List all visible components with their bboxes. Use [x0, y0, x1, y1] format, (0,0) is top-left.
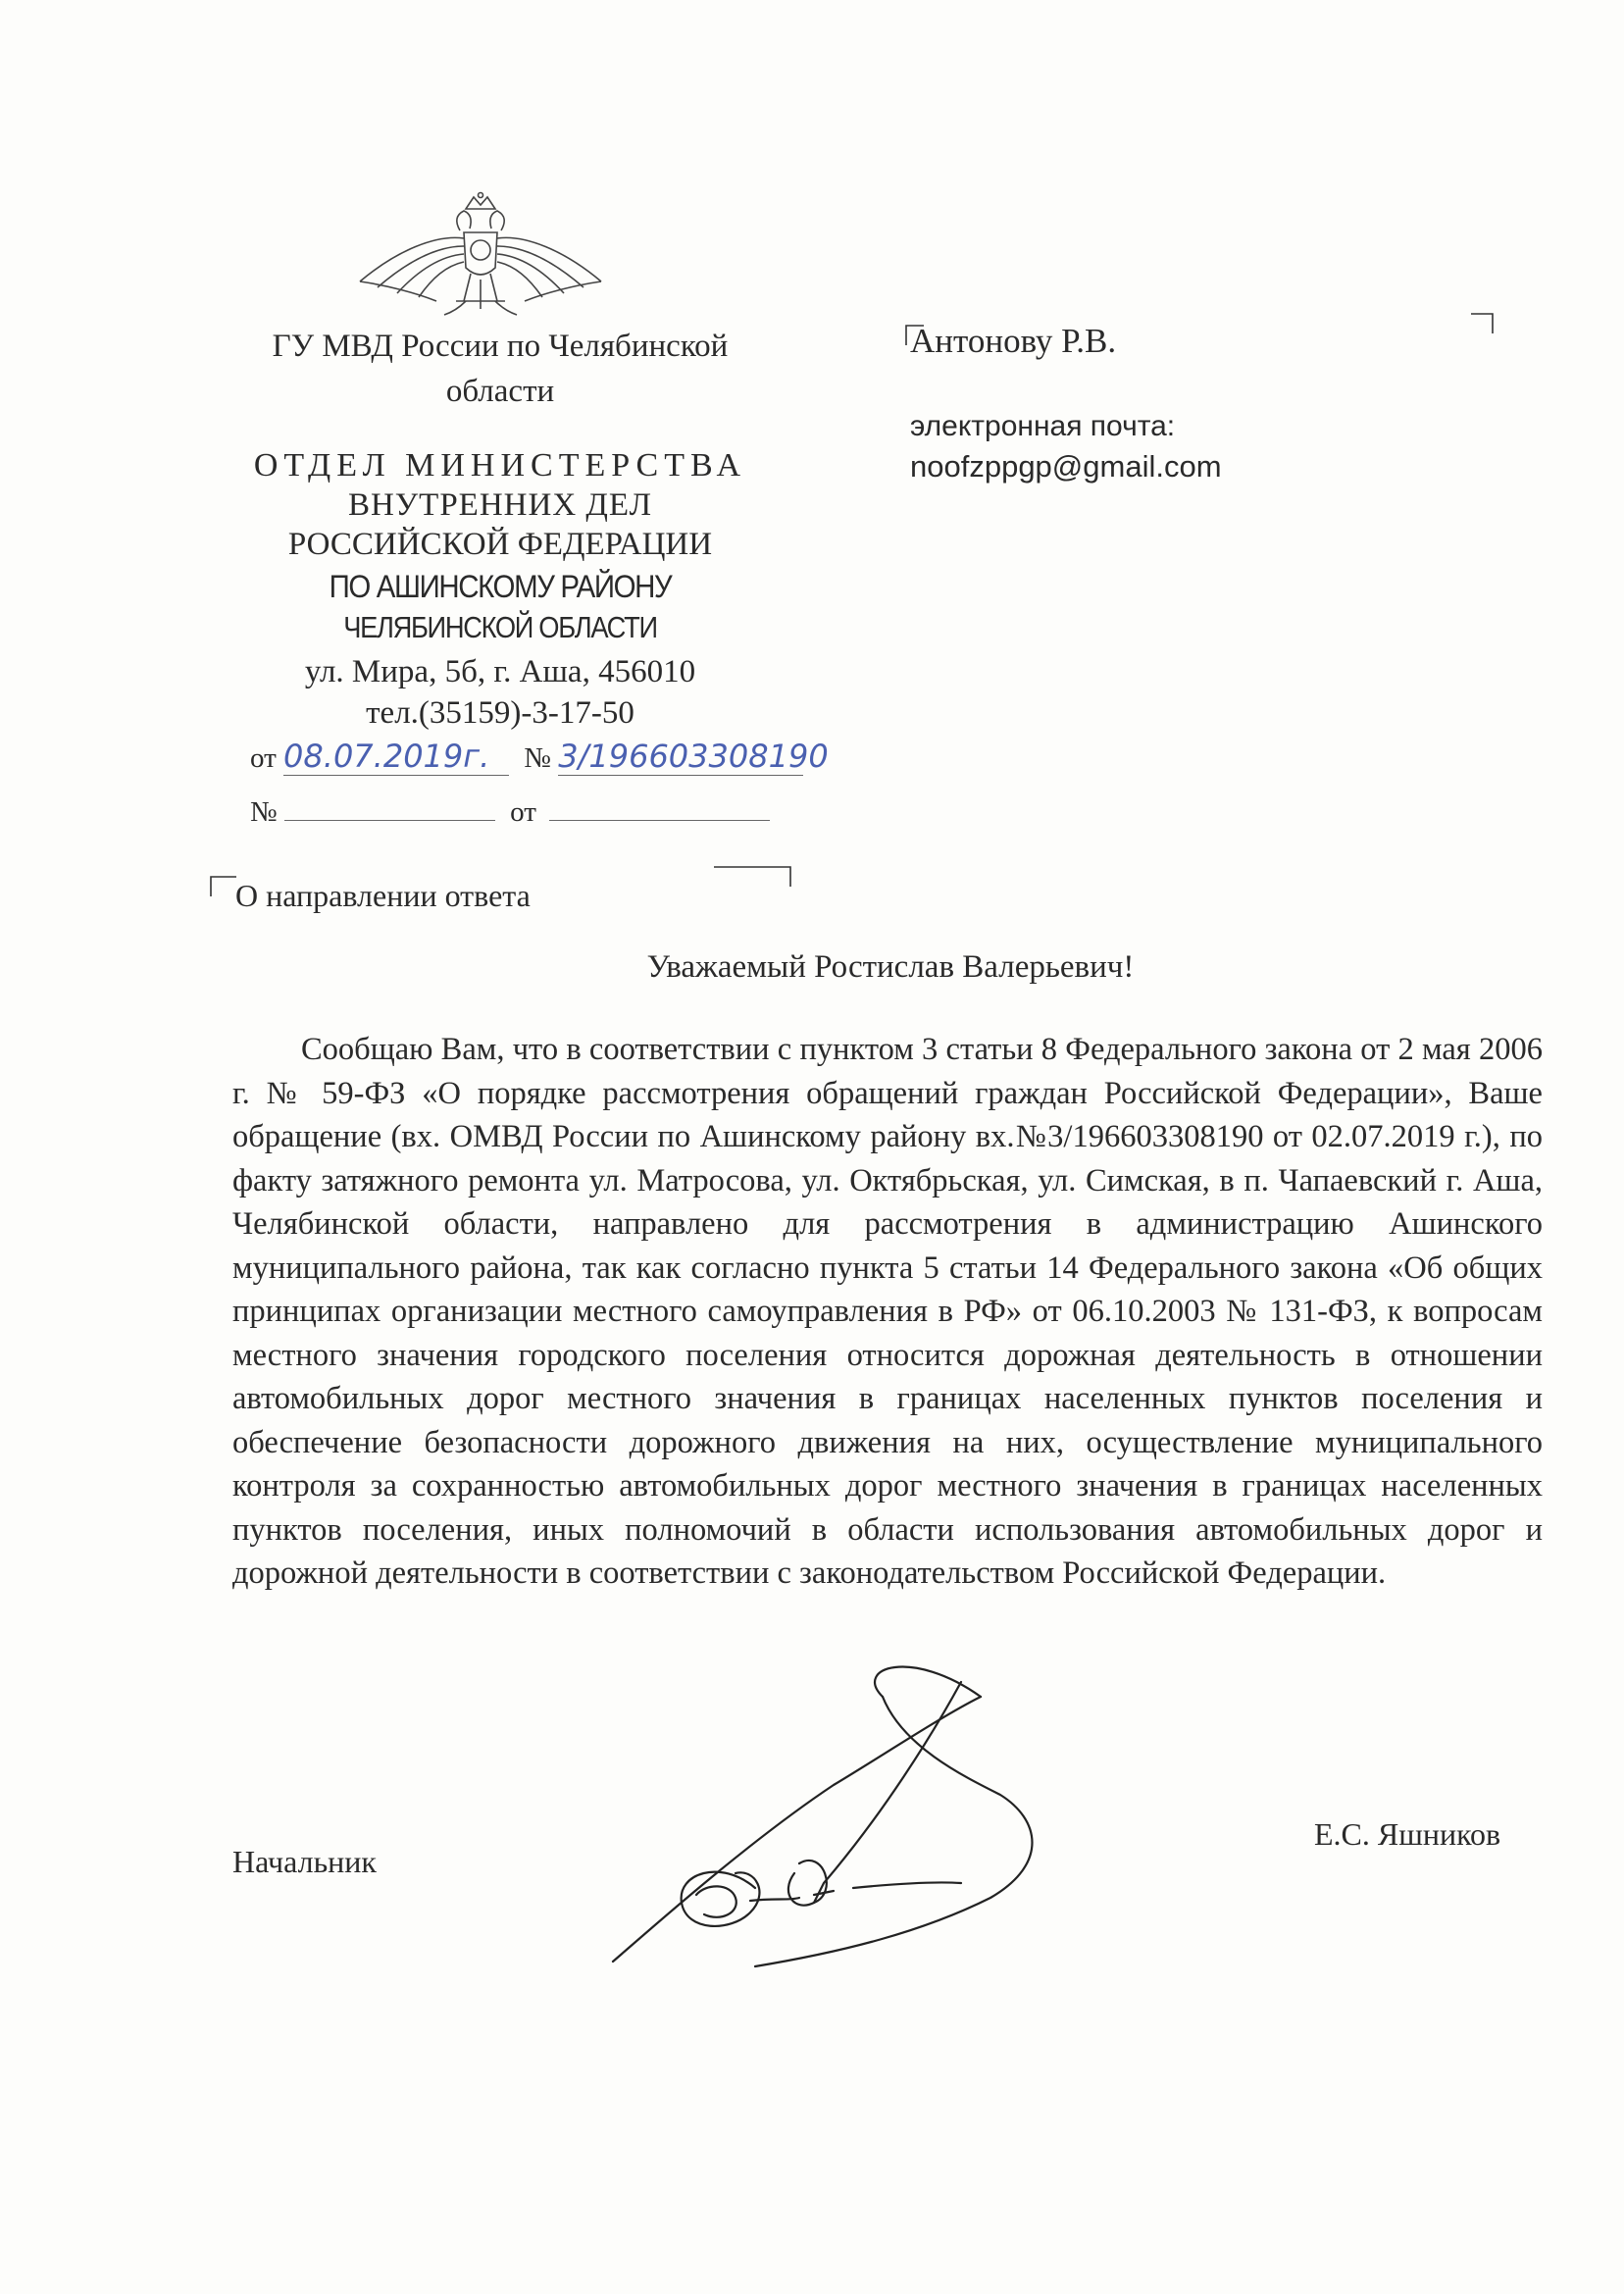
handwritten-number: 3/196603308190 [558, 738, 829, 775]
recipient-name: Антонову Р.В. [910, 322, 1117, 360]
letter-subject: О направлении ответа [235, 878, 531, 913]
sender-parent-org [226, 324, 775, 414]
sender-dept-line5: ЧЕЛЯБИНСКОЙ ОБЛАСТИ [343, 610, 657, 644]
signatory-title: Начальник [232, 1844, 377, 1879]
subject-corner-mark [209, 875, 236, 896]
sender-dept-line2: ВНУТРЕННИХ ДЕЛ [347, 487, 653, 523]
recipient-corner-mark-right [1471, 312, 1495, 333]
handwritten-signature [588, 1638, 1236, 2030]
recipient-corner-mark [904, 324, 924, 345]
from-label: от [250, 742, 277, 774]
sender-dept-line3: РОССИЙСКОЙ ФЕДЕРАЦИИ [287, 527, 713, 562]
ref-from-label: от [510, 796, 536, 828]
email-label: электронная почта: [910, 410, 1176, 442]
sender-dept-line4: ПО АШИНСКОМУ РАЙОНУ [329, 569, 672, 604]
subject-corner-mark-right [714, 865, 794, 887]
greeting: Уважаемый Ростислав Валерьевич! [646, 949, 1135, 985]
sender-parent-line1: ГУ МВД России по Челябинской [272, 329, 729, 364]
letter-body: Сообщаю Вам, что в соответствии с пунктом 3 статьи 8 Федерального закона от 2 мая 2006 г. № 59-ФЗ «О порядке рассмотрения обращений граждан Российской Федерации», Ваше обращение (вх. ОМВД России по Ашинскому району вх.№3/196603308190 от 02.07.2019 г.), по факту затяжного ремонта ул. Матросова, ул. Октябрьская, ул. Симская, в п. Чапаевский г. Аша, Челябинской области, направлено для рассмотрения в администрацию Ашинского муниципального района, так как согласно пункта 5 статьи 14 Федерального закона «Об общих принципах организации местного самоуправления в РФ» от 06.10.2003 № 131-ФЗ, к вопросам местного значения городского поселения относится дорожная деятельность в отношении автомобильных дорог местного значения в границах населенных пунктов поселения и обеспечение безопасности дорожного движения на них, осуществление муниципального контроля за сохранностью автомобильных дорог местного значения в границах населенных пунктов поселения, иных полномочий в области использования автомобильных дорог и дорожной деятельности в соответствии с законодательством Российской Федерации. [232, 1032, 1543, 1591]
sender-dept-line1: ОТДЕЛ МИНИСТЕРСТВА [253, 447, 747, 484]
ref-number-label: № [250, 796, 278, 828]
sender-address: ул. Мира, 5б, г. Аша, 456010 [304, 654, 696, 689]
number-label: № [524, 742, 551, 774]
recipient-email: noofzppgp@gmail.com [910, 449, 1222, 484]
sender-parent-line2: области [445, 374, 555, 409]
signatory-name: Е.С. Яшников [1314, 1816, 1501, 1852]
outgoing-registration [250, 738, 829, 776]
incoming-registration [250, 792, 770, 829]
handwritten-date: 08.07.2019г. [283, 738, 490, 775]
sender-phone: тел.(35159)-3-17-50 [366, 695, 634, 731]
mvd-emblem-icon [358, 191, 603, 329]
